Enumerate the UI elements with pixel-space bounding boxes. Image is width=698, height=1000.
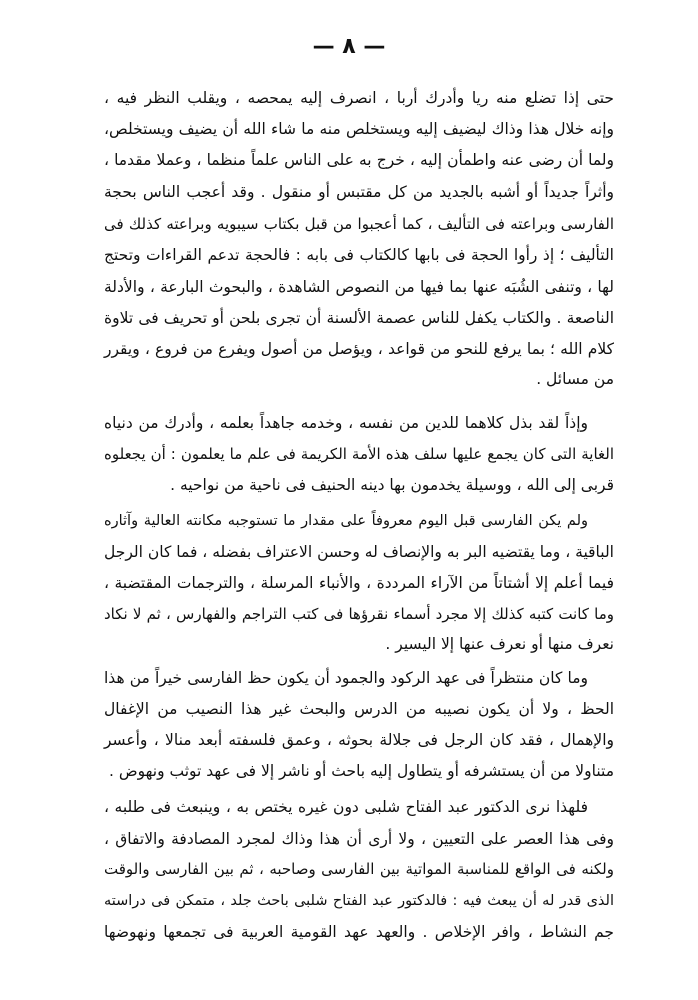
text-line: الباقية ، وما يقتضيه البر به والإنصاف له وحسن الاعتراف بفضله ، فما كان الرجل xyxy=(104,543,614,561)
text-line: نعرف منها أو نعرف عنها إلا اليسير . xyxy=(385,635,614,653)
text-line: وما كان منتظراً فى عهد الركود والجمود أن يكون حظ الفارسى خيراً من هذا xyxy=(104,669,588,687)
text-line: الفارسى وبراعته فى التأليف ، كما أعجبوا من قبل بكتاب سيبويه وبراعته كذلك فى xyxy=(104,215,614,233)
text-line: متناولا من أن يستشرفه أو يتطاول إليه باحث أو ناشر إلا فى عهد توثب ونهوض . xyxy=(109,762,614,780)
text-line: التأليف ؛ إذ رأوا الحجة فى بابها كالكتاب فى بابه : فالحجة تدعم القراءات وتحتج xyxy=(104,246,614,264)
text-line: لها ، وتنفى الشُبَه عنها بما فيها من النصوص الشاهدة ، والبحوث البارعة ، والأدلة xyxy=(104,278,614,296)
text-line: ولم يكن الفارسى قبل اليوم معروفاً على مقدار ما تستوجبه مكانته العالية وآثاره xyxy=(104,513,588,529)
text-line: وفى هذا العصر على التعيين ، ولا أرى أن هذا وذاك لمجرد المصادفة والاتفاق ، xyxy=(104,830,614,848)
text-line: حتى إذا تضلع منه ريا وأدرك أربا ، انصرف إليه يمحصه ، ويقلب النظر فيه ، xyxy=(104,89,614,107)
text-line: وما كانت كتبه كذلك إلا مجرد أسماء نقرؤها فى كتب التراجم والفهارس ، ثم لا نكاد xyxy=(104,605,614,623)
text-line: الحظ ، ولا أن يكون نصيبه من الدرس والبحث غير هذا النصيب من الإغفال xyxy=(104,700,614,718)
text-line: الذى قدر له أن يبعث فيه : فالدكتور عبد الفتاح شلبى باحث جلد ، متمكن فى دراسته xyxy=(104,893,614,909)
text-line: من مسائل . xyxy=(536,370,614,388)
text-line: الغاية التى كان يجمع عليها سلف هذه الأمة الكريمة فى علم ما يعلمون : أن يجعلوه xyxy=(104,445,614,463)
page-number: — ٨ — xyxy=(312,34,386,59)
text-line: ولما أن رضى عنه واطمأن إليه ، خرج به على الناس علماً منظما ، وعملا مقدما ، xyxy=(104,151,614,169)
text-line: كلام الله ؛ بما يرفع للنحو من قواعد ، ويؤصل من أصول ويفرع من فروع ، ويقرر xyxy=(104,340,614,358)
text-line: قربى إلى الله ، ووسيلة يخدمون بها دينه الحنيف فى ناحية من نواحيه . xyxy=(170,476,614,494)
text-line: وإنه خلال هذا وذاك ليضيف إليه ويستخلص منه ما شاء الله أن يضيف ويستخلص، xyxy=(104,120,614,138)
text-line: فلهذا نرى الدكتور عبد الفتاح شلبى دون غيره يختص به ، وينبعث فى طلبه ، xyxy=(104,798,588,816)
text-line: وإذاً لقد بذل كلاهما للدين من نفسه ، وخدمه جاهداً بعلمه ، وأدرك من دنياه xyxy=(104,414,588,432)
text-line: جم النشاط ، وافر الإخلاص . والعهد عهد القومية العربية فى تجمعها ونهوضها xyxy=(104,923,614,941)
text-line: الناصعة . والكتاب يكفل للناس عصمة الألسنة أن تجرى بلحن أو تحريف فى تلاوة xyxy=(104,309,614,327)
text-line: ولكنه فى الواقع للمناسبة المواتية بين الفارسى وصاحبه ، ثم بين الفارسى والوقت xyxy=(104,860,614,878)
text-line: وأثراً جديداً أو أشبه بالجديد من كل مقتبس أو منقول . وقد أعجب الناس بحجة xyxy=(104,183,614,201)
text-line: والإهمال ، فقد كان الرجل فى جلالة بحوثه ، وعمق فلسفته أبعد منالا ، وأعسر xyxy=(104,731,614,749)
text-line: فيما أعلم إلا أشتاتاً من الآراء المرددة ، والأنباء المرسلة ، والترجمات المقتضبة ، xyxy=(104,574,614,592)
